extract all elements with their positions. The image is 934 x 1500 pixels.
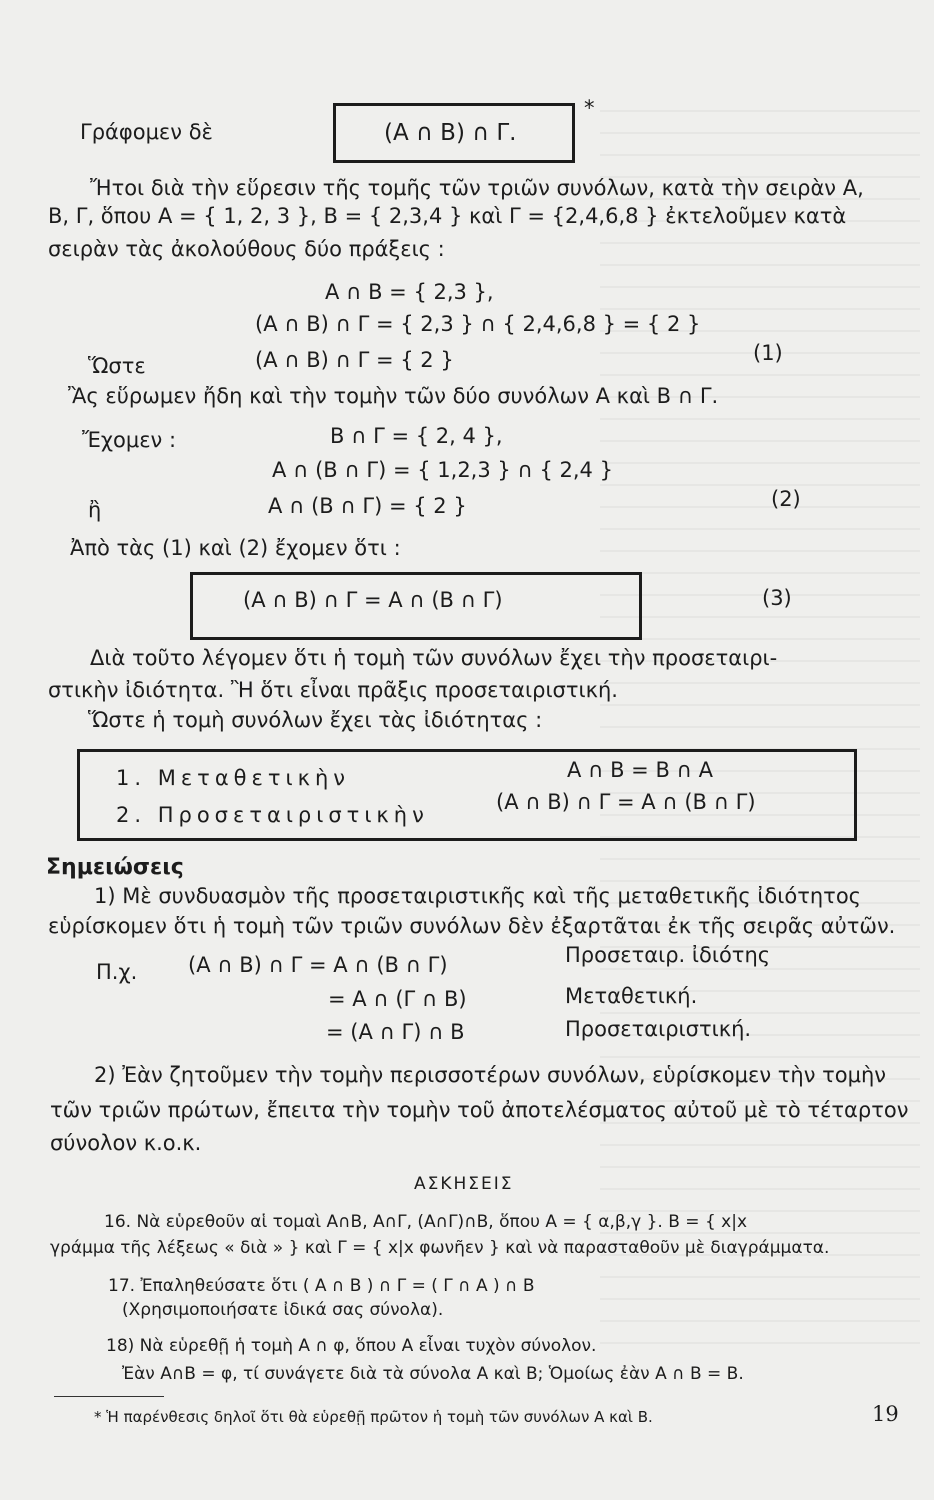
exercise-16: 16. Νὰ εὑρεθοῦν αἱ τομαὶ A∩B, A∩Γ, (A∩Γ)∩B, ὅπου A = { α,β,γ }. B = { x|x [104, 1212, 748, 1232]
equation: (A ∩ B) ∩ Γ = { 2,3 } ∩ { 2,4,6,8 } = { 2 } [255, 312, 701, 336]
paragraph-line: Ἂς εὕρωμεν ἤδη καὶ τὴν τομὴν τῶν δύο συνόλων A καὶ B ∩ Γ. [68, 384, 719, 408]
exercise-17-cont: (Χρησιμοποιήσατε ἰδικά σας σύνολα). [122, 1300, 444, 1320]
exercise-16-cont: γράμμα τῆς λέξεως « διὰ » } καὶ Γ = { x|x φωνῆεν } καὶ νὰ παρασταθοῦν μὲ διαγράμματα. [50, 1238, 830, 1258]
example-formula: = (A ∩ Γ) ∩ B [326, 1020, 465, 1044]
page-number: 19 [872, 1402, 899, 1426]
equation: (A ∩ B) ∩ Γ = { 2 } [255, 348, 454, 372]
equation: A ∩ B = { 2,3 }, [325, 280, 494, 304]
footnote: * Ἡ παρένθεσις δηλοῖ ὅτι θὰ εὑρεθῇ πρῶτον ἡ τομὴ τῶν συνόλων A καὶ B. [94, 1408, 653, 1426]
example-formula: (A ∩ B) ∩ Γ = A ∩ (B ∩ Γ) [188, 953, 448, 977]
paragraph-line: Διὰ τοῦτο λέγομεν ὅτι ἡ τομὴ τῶν συνόλων ἔχει τὴν προσεταιρι- [90, 646, 778, 670]
property-name: 1. Μεταθετικὴν [116, 766, 351, 790]
note-line: 2) Ἐὰν ζητοῦμεν τὴν τομὴν περισσοτέρων συνόλων, εὑρίσκομεν τὴν τομὴν [94, 1063, 887, 1087]
footnote-star: * [584, 96, 595, 120]
equation: A ∩ (B ∩ Γ) = { 1,2,3 } ∩ { 2,4 } [272, 458, 613, 482]
footnote-rule [54, 1396, 164, 1397]
formula-3: (A ∩ B) ∩ Γ = A ∩ (B ∩ Γ) [243, 588, 503, 612]
bleed-through-shadow [600, 110, 920, 1360]
paragraph-line: στικὴν ἰδιότητα. Ἢ ὅτι εἶναι πρᾶξις προσεταιριστική. [48, 678, 618, 702]
equation-number: (2) [771, 487, 801, 511]
example-label: Π.χ. [96, 960, 138, 984]
exercises-heading: ΑΣΚΗΣΕΙΣ [414, 1174, 514, 1194]
property-formula: A ∩ B = B ∩ A [567, 758, 713, 782]
exercise-18: 18) Νὰ εὑρεθῇ ἡ τομὴ A ∩ φ, ὅπου A εἶναι τυχὸν σύνολον. [106, 1336, 597, 1356]
example-comment: Προσεταιριστική. [565, 1017, 752, 1041]
example-comment: Μεταθετική. [565, 984, 698, 1008]
paragraph-line: B, Γ, ὅπου A = { 1, 2, 3 }, B = { 2,3,4 } καὶ Γ = {2,4,6,8 } ἐκτελοῦμεν κατὰ [48, 204, 847, 228]
note-line: σύνολον κ.ο.κ. [50, 1131, 202, 1155]
exercise-18-cont: Ἐὰν A∩B = φ, τί συνάγετε διὰ τὰ σύνολα A καὶ B; Ὁμοίως ἐὰν A ∩ B = B. [122, 1364, 744, 1384]
paragraph-line: Ἤτοι διὰ τὴν εὕρεσιν τῆς τομῆς τῶν τριῶν συνόλων, κατὰ τὴν σειρὰν A, [90, 176, 864, 200]
paragraph-line: Ἀπὸ τὰς (1) καὶ (2) ἔχομεν ὅτι : [70, 536, 401, 560]
note-line: εὑρίσκομεν ὅτι ἡ τομὴ τῶν τριῶν συνόλων δὲν ἐξαρτᾶται ἐκ τῆς σειρᾶς αὐτῶν. [48, 914, 896, 938]
note-line: τῶν τριῶν πρώτων, ἔπειτα τὴν τομὴν τοῦ ἀποτελέσματος αὐτοῦ μὲ τὸ τέταρτον [50, 1098, 909, 1122]
equation-number: (3) [762, 586, 792, 610]
example-formula: = A ∩ (Γ ∩ B) [328, 987, 467, 1011]
exercise-17: 17. Ἐπαληθεύσατε ὅτι ( A ∩ B ) ∩ Γ = ( Γ ∩ A ) ∩ B [108, 1276, 535, 1296]
intro-text: Γράφομεν δὲ [80, 120, 213, 144]
paragraph-line: σειρὰν τὰς ἀκολούθους δύο πράξεις : [48, 237, 445, 261]
property-name: 2. Προσεταιριστικὴν [116, 803, 429, 827]
note-line: 1) Μὲ συνδυασμὸν τῆς προσεταιριστικῆς καὶ τῆς μεταθετικῆς ἰδιότητος [94, 884, 862, 908]
example-comment: Προσεταιρ. ἰδιότης [565, 943, 771, 967]
equation-label: Ὥστε [88, 354, 146, 378]
equation-number: (1) [753, 341, 783, 365]
formula-top: (A ∩ B) ∩ Γ. [384, 120, 517, 146]
equation: A ∩ (B ∩ Γ) = { 2 } [268, 494, 467, 518]
property-formula: (A ∩ B) ∩ Γ = A ∩ (B ∩ Γ) [496, 790, 756, 814]
equation-label: ἢ [88, 498, 102, 522]
paragraph-line: Ὥστε ἡ τομὴ συνόλων ἔχει τὰς ἰδιότητας : [88, 708, 543, 732]
notes-heading: Σημειώσεις [46, 855, 184, 880]
equation-label: Ἔχομεν : [82, 428, 177, 452]
equation: B ∩ Γ = { 2, 4 }, [330, 424, 503, 448]
